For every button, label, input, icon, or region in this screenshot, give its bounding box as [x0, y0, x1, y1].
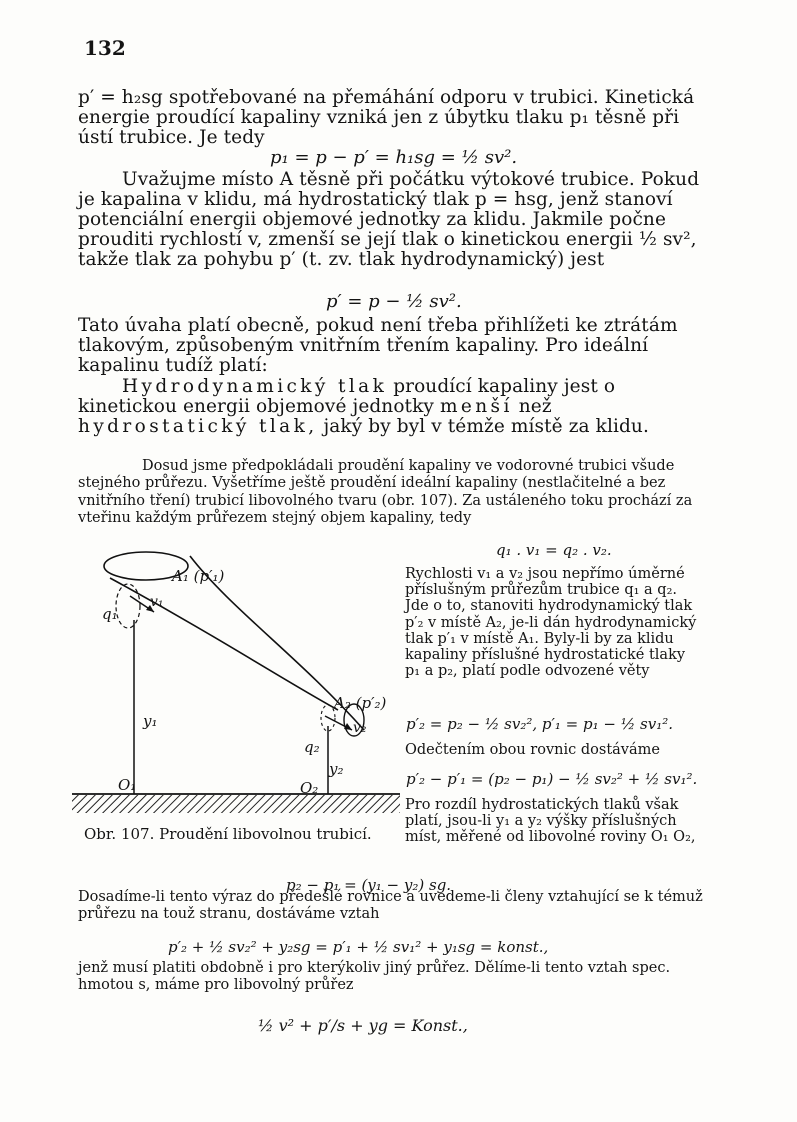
label-v1: v₁	[150, 594, 164, 610]
side-text-3: Pro rozdíl hydrostatických tlaků však platí, jsou-li y₁ a y₂ výšky příslušných míst, měřené od libovolné roviny O₁ O₂,	[405, 797, 696, 846]
paragraph-1: p′ = h₂sg spotřebované na přemáhání odporu v trubici. Kinetická energie proudící kapaliny vzniká jen z úbytku tlaku p₁ těsně při ústí trubice. Je tedy	[78, 87, 695, 148]
label-O2: O₂	[300, 779, 319, 797]
label-O1: O₁	[118, 776, 137, 794]
paragraph-4: Dosud jsme předpokládali proudění kapaliny ve vodorovné trubici všude stejného průřezu. Vyšetříme ještě proudění ideální kapaliny (nestlačitelné a bez vnitřního tření) trubicí libovolného tvaru (obr. 107). Za ustáleného toku prochází za vteřinu každým průřezem stejný objem kapaliny, tedy	[78, 458, 693, 526]
paragraph-2: Uvažujme místo A těsně při počátku výtokové trubice. Pokud je kapalina v klidu, má hydrostatický tlak p = hsg, jenž stanoví potenciální energii objemové jednotky za klidu. Jakmile počne prouditi rychlostí v, zmenší se její tlak o kinetickou energii ½ sv², takže tlak za pohybu p′ (t. zv. tlak hydrodynamický) jest	[78, 169, 700, 270]
paragraph-5: Dosadíme-li tento výraz do předešlé rovnice a uvedeme-li členy vztahující se k témuž průřezu na touž stranu, dostáváme vztah	[78, 889, 703, 922]
paragraph-3: Tato úvaha platí obecně, pokud není třeba přihlížeti ke ztrátám tlakovým, způsobeným vnitřním třením kapaliny. Pro ideální kapalinu tudíž platí:	[78, 315, 678, 376]
figure-caption: Obr. 107. Proudění libovolnou trubicí.	[84, 825, 372, 843]
label-A1: A₁ (p′₁)	[172, 567, 225, 585]
cross-section-q1	[116, 584, 140, 628]
page-number: 132	[84, 36, 126, 60]
ground-hatching	[72, 795, 400, 813]
side-text-2: Odečtením obou rovnic dostáváme	[405, 742, 660, 758]
paragraph-6: jenž musí platiti obdobně i pro kterýkoliv jiný průřez. Dělíme-li tento vztah spec. hmotou s, máme pro libovolný průřez	[78, 960, 671, 993]
equation-7: p′₂ + ½ sv₂² + y₂sg = p′₁ + ½ sv₁² + y₁sg = konst.,	[168, 938, 549, 956]
label-A2: A₂ (p′₂)	[334, 694, 387, 712]
equation-2: p′ = p − ½ sv².	[326, 291, 462, 312]
label-q2: q₂	[304, 738, 320, 756]
equation-3: q₁ . v₁ = q₂ . v₂.	[496, 541, 612, 559]
equation-1: p₁ = p − p′ = h₁sg = ½ sv².	[270, 147, 518, 168]
label-v2: v₂	[353, 720, 367, 736]
side-text-1: Rychlosti v₁ a v₂ jsou nepřímo úměrné příslušným průřezům trubice q₁ a q₂. Jde o to, stanoviti hydrodynamický tlak p′₂ v místě A₂, je-li dán hydrodynamický tlak p′₁ v místě A₁. Byly-li by za klidu kapaliny příslušné hydrostatické tlaky p₁ a p₂, platí podle odvozené věty	[405, 566, 697, 680]
label-q1: q₁	[102, 605, 118, 623]
equation-5: p′₂ − p′₁ = (p₂ − p₁) − ½ sv₂² + ½ sv₁².	[406, 770, 698, 788]
label-y2: y₂	[329, 760, 344, 778]
equation-8: ½ v² + p′/s + yg = Konst.,	[258, 1016, 468, 1035]
equation-4: p′₂ = p₂ − ½ sv₂², p′₁ = p₁ − ½ sv₁².	[406, 715, 674, 733]
equation-6: p₂ − p₁ = (y₁ − y₂) sg.	[286, 876, 452, 894]
law-statement: Hydrodynamický tlak proudící kapaliny jest o kinetickou energii objemové jednotky menší než hydrostatický tlak, jaký by byl v témže místě za klidu.	[78, 376, 649, 437]
tube-walls	[110, 556, 364, 730]
label-y1: y₁	[143, 712, 158, 730]
